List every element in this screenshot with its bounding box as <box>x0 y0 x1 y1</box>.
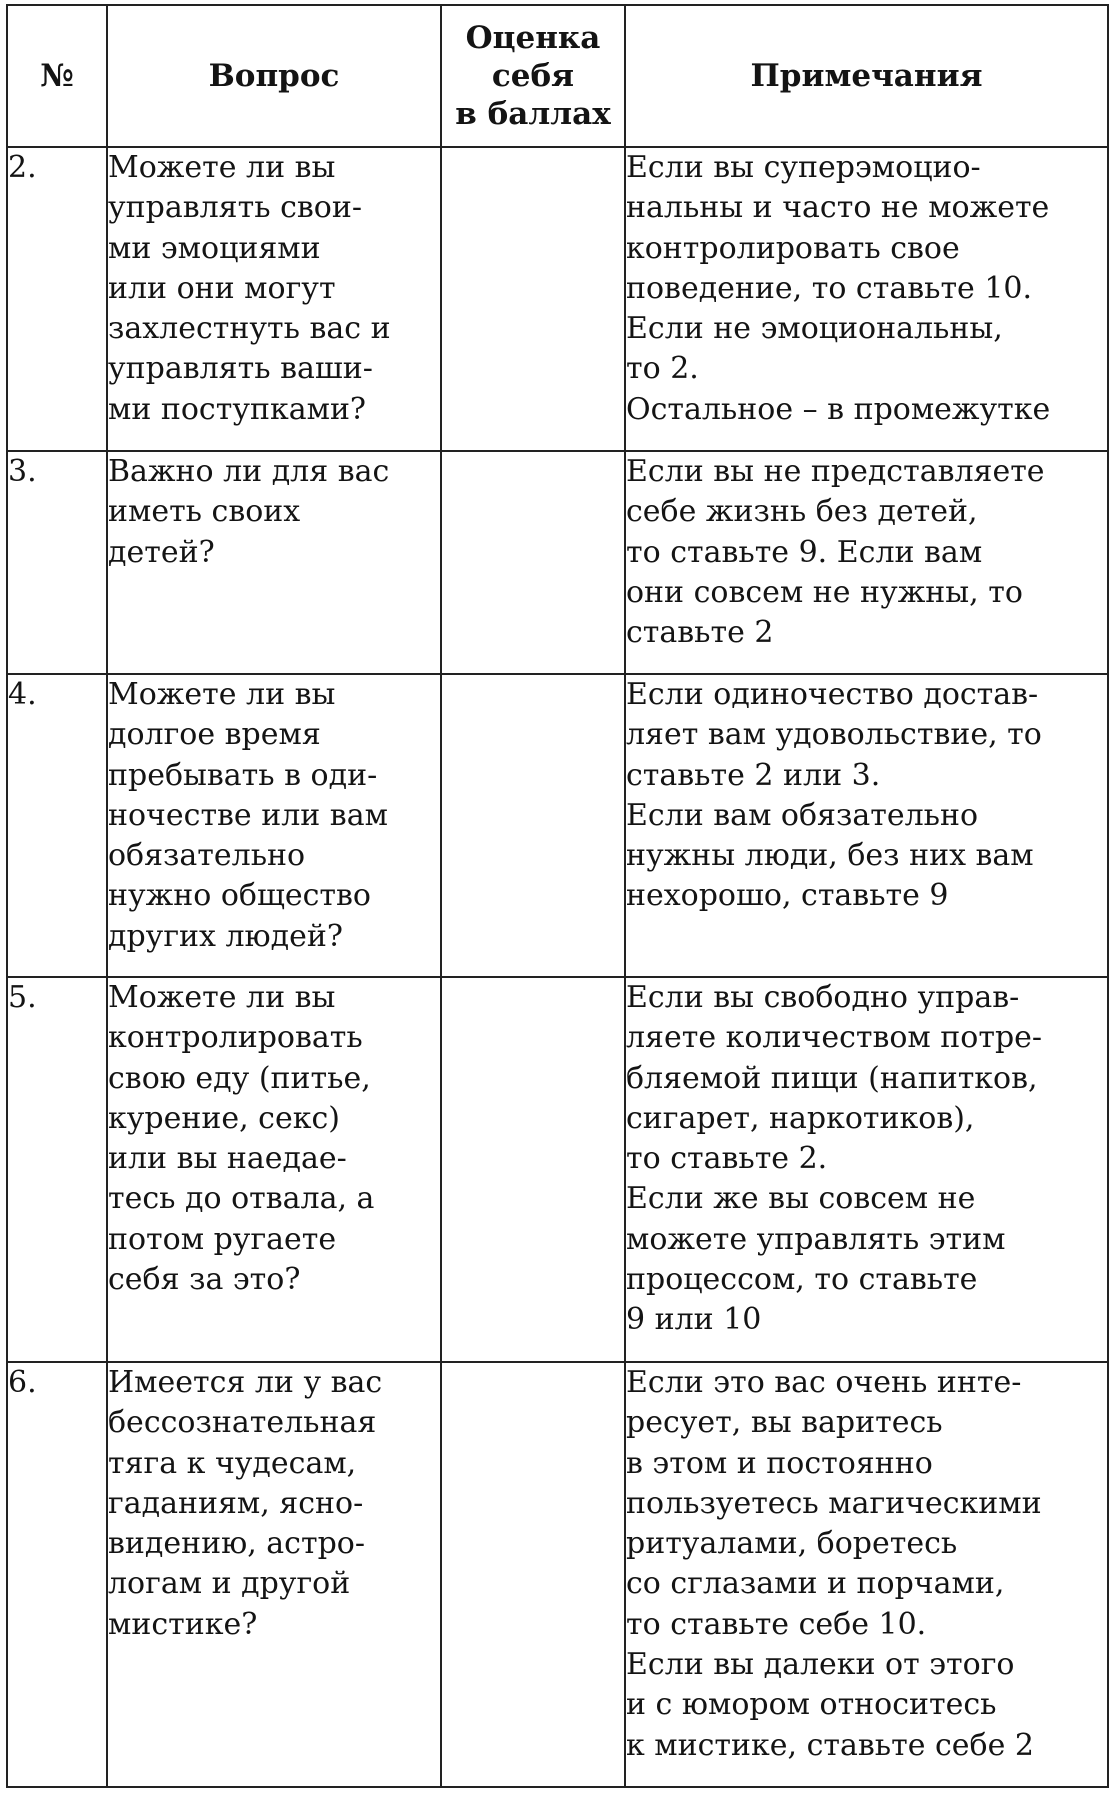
score-cell[interactable] <box>441 977 625 1362</box>
notes-line: процессом, то ставьте <box>626 1262 978 1298</box>
notes-cell <box>625 451 1108 674</box>
question-line: контролировать <box>108 1020 363 1056</box>
notes-line: Если вы суперэмоцио- <box>626 150 981 185</box>
score-cell[interactable] <box>441 674 625 977</box>
table-row <box>7 147 1108 451</box>
header-score <box>441 5 625 147</box>
header-score-line: Оценка <box>465 20 601 56</box>
question-line: детей? <box>108 534 215 570</box>
question-line: обязательно <box>108 838 306 874</box>
notes-line: Если вы не представляете <box>626 454 1045 489</box>
document-page <box>6 4 1109 1788</box>
question-line: мистике? <box>108 1606 258 1642</box>
question-line: Можете ли вы <box>108 980 336 1015</box>
notes-line: ставьте 2 или 3. <box>626 757 881 793</box>
question-line: себя за это? <box>108 1262 301 1298</box>
notes-line: Если одиночество достав- <box>626 677 1039 712</box>
table-row <box>7 674 1108 977</box>
question-line: гаданиям, ясно- <box>108 1485 364 1521</box>
table-row <box>7 451 1108 674</box>
header-row <box>7 5 1108 147</box>
question-line: пребывать в оди- <box>108 757 378 793</box>
notes-line: то ставьте себе 10. <box>626 1606 927 1642</box>
question-line: иметь своих <box>108 494 301 530</box>
header-question: Вопрос <box>107 5 441 147</box>
notes-line: можете управлять этим <box>626 1221 1006 1257</box>
notes-line: Если не эмоциональны, <box>626 311 1003 347</box>
question-line: долгое время <box>108 717 321 753</box>
question-line: Можете ли вы <box>108 677 336 712</box>
question-line: ми поступками? <box>108 391 367 427</box>
notes-line: то ставьте 2. <box>626 1141 828 1177</box>
notes-line: сигарет, наркотиков), <box>626 1100 975 1136</box>
question-line: управлять свои- <box>108 190 362 226</box>
row-number: 2. <box>7 147 107 451</box>
notes-line: контролировать свое <box>626 230 960 266</box>
notes-line: Если же вы совсем не <box>626 1181 976 1217</box>
notes-line: к мистике, ставьте себе 2 <box>626 1727 1034 1763</box>
notes-line: пользуетесь магическими <box>626 1485 1042 1521</box>
notes-line: ресует, вы варитесь <box>626 1405 943 1441</box>
row-number: 6. <box>7 1362 107 1787</box>
notes-line: Если вам обязательно <box>626 797 979 833</box>
question-line: Имеется ли у вас <box>108 1365 383 1400</box>
question-line: других людей? <box>108 918 343 954</box>
question-line: тесь до отвала, а <box>108 1181 375 1217</box>
question-line: курение, секс) <box>108 1100 340 1136</box>
question-cell <box>107 451 441 674</box>
header-score-line: себя <box>491 58 575 94</box>
table-row <box>7 1362 1108 1787</box>
notes-line: нехорошо, ставьте 9 <box>626 878 949 914</box>
question-cell <box>107 977 441 1362</box>
notes-line: ляет вам удовольствие, то <box>626 717 1042 753</box>
notes-line: 9 или 10 <box>626 1302 762 1338</box>
notes-cell <box>625 674 1108 977</box>
notes-cell <box>625 1362 1108 1787</box>
score-cell[interactable] <box>441 451 625 674</box>
question-cell <box>107 674 441 977</box>
question-line: управлять ваши- <box>108 351 373 387</box>
notes-line: ритуалами, боретесь <box>626 1526 958 1562</box>
notes-line: ставьте 2 <box>626 615 774 651</box>
question-line: нужно общество <box>108 878 371 914</box>
row-number: 3. <box>7 451 107 674</box>
question-cell <box>107 147 441 451</box>
header-number: № <box>7 5 107 147</box>
notes-cell <box>625 147 1108 451</box>
header-notes: Примечания <box>625 5 1108 147</box>
self-assessment-table <box>6 4 1109 1788</box>
notes-line: со сглазами и порчами, <box>626 1566 1005 1602</box>
question-cell <box>107 1362 441 1787</box>
question-line: или они могут <box>108 270 336 306</box>
notes-line: бляемой пищи (напитков, <box>626 1060 1038 1096</box>
notes-line: то 2. <box>626 351 699 387</box>
question-line: захлестнуть вас и <box>108 311 391 347</box>
notes-line: и с юмором относитесь <box>626 1687 997 1723</box>
question-line: ми эмоциями <box>108 230 321 266</box>
question-line: Важно ли для вас <box>108 454 390 489</box>
notes-line: нужны люди, без них вам <box>626 838 1034 874</box>
notes-line: Если вы свободно управ- <box>626 980 1020 1015</box>
notes-line: Остальное – в промежутке <box>626 391 1051 427</box>
notes-line: то ставьте 9. Если вам <box>626 534 983 570</box>
question-line: тяга к чудесам, <box>108 1445 357 1481</box>
notes-line: Если вы далеки от этого <box>626 1647 1015 1683</box>
score-cell[interactable] <box>441 147 625 451</box>
notes-cell <box>625 977 1108 1362</box>
question-line: бессознательная <box>108 1405 377 1441</box>
notes-line: нальны и часто не можете <box>626 190 1050 226</box>
question-line: логам и другой <box>108 1566 351 1602</box>
notes-line: Если это вас очень инте- <box>626 1365 1022 1400</box>
question-line: или вы наедае- <box>108 1141 347 1177</box>
header-score-line: в баллах <box>455 96 611 132</box>
notes-line: ляете количеством потре- <box>626 1020 1043 1056</box>
question-line: потом ругаете <box>108 1221 337 1257</box>
row-number: 4. <box>7 674 107 977</box>
question-line: свою еду (питье, <box>108 1060 371 1096</box>
notes-line: в этом и постоянно <box>626 1445 933 1481</box>
question-line: ночестве или вам <box>108 797 388 833</box>
notes-line: поведение, то ставьте 10. <box>626 270 1033 306</box>
notes-line: себе жизнь без детей, <box>626 494 978 530</box>
row-number: 5. <box>7 977 107 1362</box>
table-row <box>7 977 1108 1362</box>
notes-line: они совсем не нужны, то <box>626 574 1023 610</box>
question-line: видению, астро- <box>108 1526 365 1562</box>
score-cell[interactable] <box>441 1362 625 1787</box>
question-line: Можете ли вы <box>108 150 336 185</box>
